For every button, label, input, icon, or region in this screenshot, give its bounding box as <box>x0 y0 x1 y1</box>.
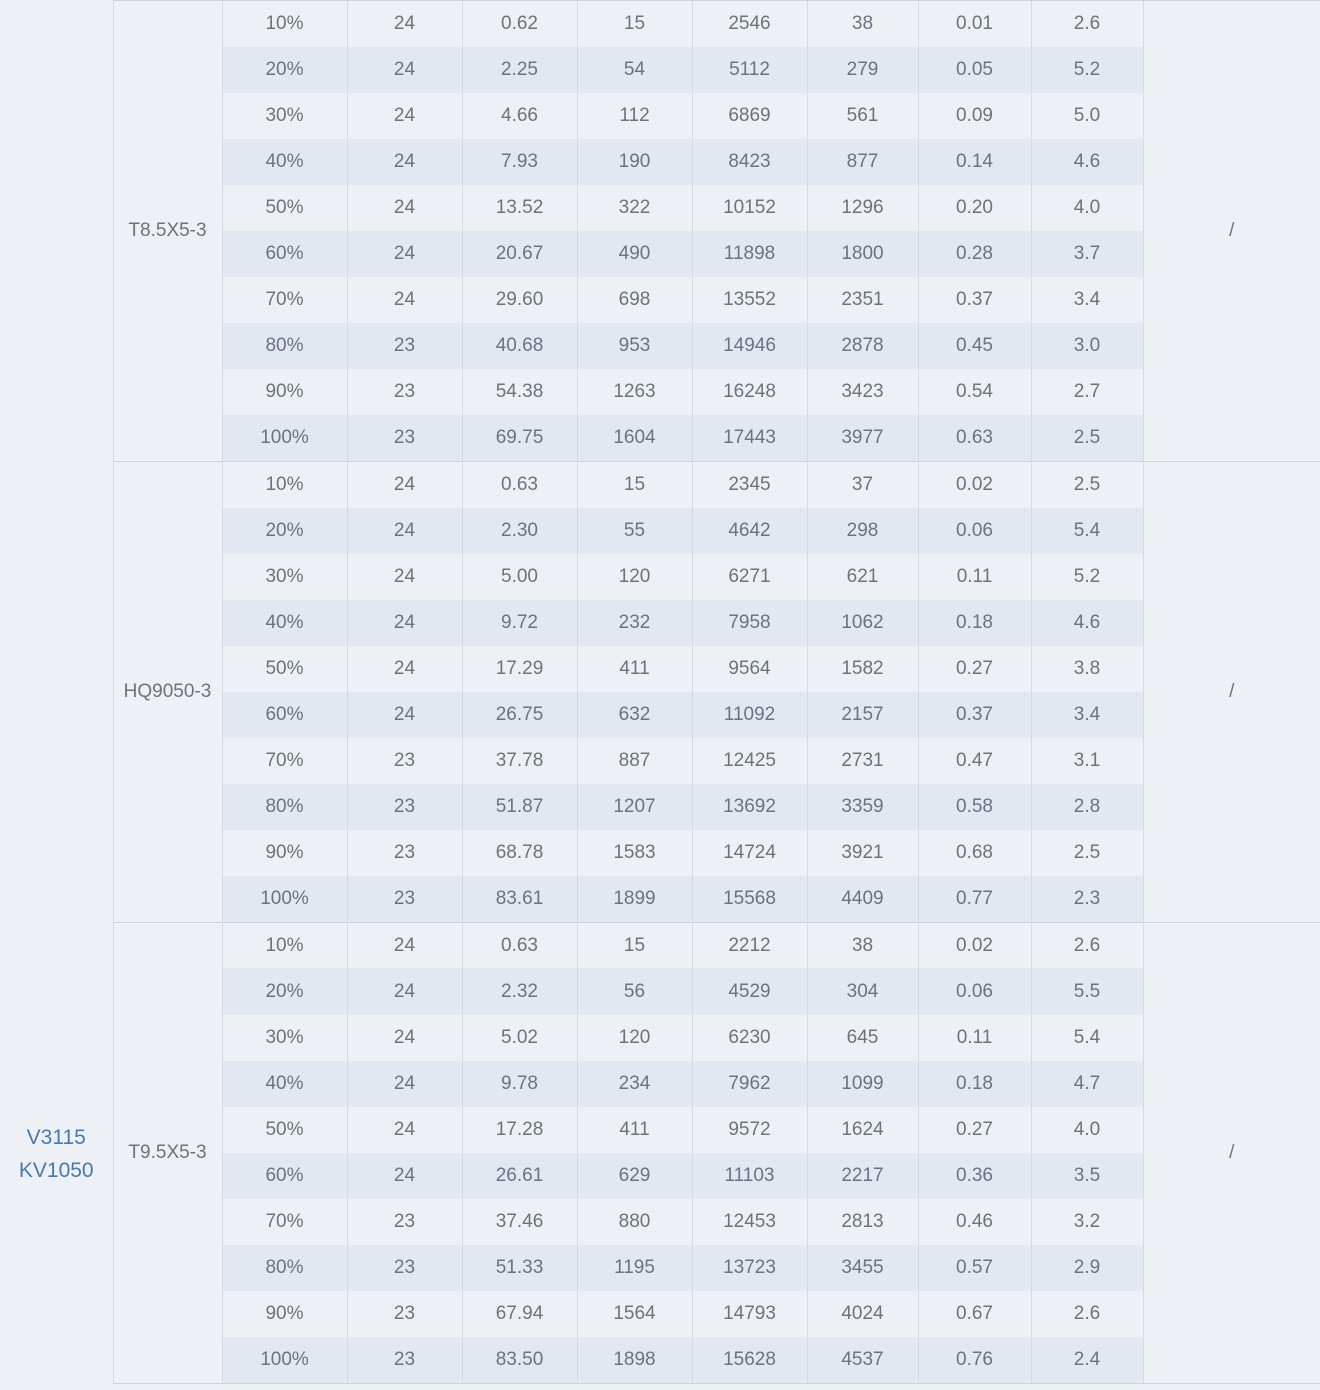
table-cell: 7.93 <box>462 139 577 185</box>
table-cell: 14946 <box>692 323 807 369</box>
table-cell: 5.5 <box>1031 968 1143 1014</box>
table-cell: 5.4 <box>1031 1015 1143 1061</box>
table-cell: 30% <box>222 554 347 600</box>
table-cell: 4024 <box>807 1291 918 1337</box>
table-cell: 24 <box>347 600 462 646</box>
table-cell: 0.77 <box>918 876 1031 922</box>
table-cell: 0.58 <box>918 784 1031 830</box>
table-cell: 100% <box>222 415 347 461</box>
table-cell: 0.36 <box>918 1153 1031 1199</box>
table-row <box>0 922 1320 968</box>
table-cell: 1800 <box>807 231 918 277</box>
table-cell: 4.0 <box>1031 1107 1143 1153</box>
table-cell: 56 <box>577 968 692 1014</box>
table-cell: 24 <box>347 185 462 231</box>
model-cell: T9.5X5-3 <box>113 922 222 1383</box>
table-cell: 9564 <box>692 646 807 692</box>
table-cell: 1624 <box>807 1107 918 1153</box>
table-cell: 83.50 <box>462 1337 577 1383</box>
table-cell: 10152 <box>692 185 807 231</box>
table-cell: 2731 <box>807 738 918 784</box>
table-cell: 4537 <box>807 1337 918 1383</box>
table-cell: 4.6 <box>1031 139 1143 185</box>
table-cell: 4409 <box>807 876 918 922</box>
table-cell: 120 <box>577 1015 692 1061</box>
table-cell: 629 <box>577 1153 692 1199</box>
table-cell: 9572 <box>692 1107 807 1153</box>
table-cell: 2.3 <box>1031 876 1143 922</box>
table-cell: 50% <box>222 646 347 692</box>
group-link-line2: KV1050 <box>18 1158 94 1182</box>
table-cell: 3921 <box>807 830 918 876</box>
table-cell: 0.18 <box>918 600 1031 646</box>
table-cell: 5112 <box>692 47 807 93</box>
table-cell: 7962 <box>692 1061 807 1107</box>
table-cell: 23 <box>347 323 462 369</box>
table-cell: 2.5 <box>1031 415 1143 461</box>
table-cell: 23 <box>347 1291 462 1337</box>
table-cell: 5.2 <box>1031 554 1143 600</box>
table-cell: 0.02 <box>918 461 1031 507</box>
table-cell: 322 <box>577 185 692 231</box>
table-cell: 60% <box>222 692 347 738</box>
table-cell: 4642 <box>692 508 807 554</box>
slash-cell: / <box>1143 1 1320 462</box>
table-cell: 54.38 <box>462 369 577 415</box>
table-cell: 3.4 <box>1031 692 1143 738</box>
table-cell: 4.0 <box>1031 185 1143 231</box>
table-cell: 561 <box>807 93 918 139</box>
table-cell: 90% <box>222 830 347 876</box>
table-cell: 2212 <box>692 922 807 968</box>
table-cell: 70% <box>222 1199 347 1245</box>
table-cell: 24 <box>347 646 462 692</box>
table-cell: 3.8 <box>1031 646 1143 692</box>
table-cell: 0.47 <box>918 738 1031 784</box>
table-cell: 3.1 <box>1031 738 1143 784</box>
table-cell: 2878 <box>807 323 918 369</box>
table-cell: 90% <box>222 369 347 415</box>
table-cell: 1582 <box>807 646 918 692</box>
table-cell: 23 <box>347 1245 462 1291</box>
table-cell: 38 <box>807 1 918 47</box>
table-cell: 0.05 <box>918 47 1031 93</box>
table-cell: 26.75 <box>462 692 577 738</box>
table-cell: 10% <box>222 922 347 968</box>
table-cell: 24 <box>347 554 462 600</box>
table-cell: 1898 <box>577 1337 692 1383</box>
table-cell: 3.2 <box>1031 1199 1143 1245</box>
table-cell: 0.68 <box>918 830 1031 876</box>
table-cell: 24 <box>347 1015 462 1061</box>
table-cell: 2.5 <box>1031 461 1143 507</box>
table-row <box>0 1 1320 47</box>
table-cell: 2217 <box>807 1153 918 1199</box>
table-cell: 83.61 <box>462 876 577 922</box>
table-cell: 0.14 <box>918 139 1031 185</box>
table-cell: 20% <box>222 968 347 1014</box>
table-cell: 37 <box>807 461 918 507</box>
table-cell: 60% <box>222 231 347 277</box>
table-cell: 7958 <box>692 600 807 646</box>
table-cell: 953 <box>577 323 692 369</box>
table-cell: 90% <box>222 1291 347 1337</box>
table-cell: 2813 <box>807 1199 918 1245</box>
table-cell: 8423 <box>692 139 807 185</box>
table-cell: 30% <box>222 93 347 139</box>
table-cell: 11092 <box>692 692 807 738</box>
table-row <box>0 461 1320 507</box>
table-cell: 24 <box>347 277 462 323</box>
table-cell: 24 <box>347 1061 462 1107</box>
table-cell: 1062 <box>807 600 918 646</box>
table-cell: 40% <box>222 600 347 646</box>
table-cell: 1263 <box>577 369 692 415</box>
table-cell: 51.87 <box>462 784 577 830</box>
table-cell: 887 <box>577 738 692 784</box>
table-cell: 3977 <box>807 415 918 461</box>
table-cell: 9.78 <box>462 1061 577 1107</box>
table-cell: 298 <box>807 508 918 554</box>
table-cell: 13723 <box>692 1245 807 1291</box>
table-cell: 24 <box>347 1107 462 1153</box>
table-cell: 1899 <box>577 876 692 922</box>
table-cell: 24 <box>347 231 462 277</box>
group-link[interactable] <box>0 1121 113 1187</box>
table-cell: 880 <box>577 1199 692 1245</box>
table-cell: 5.00 <box>462 554 577 600</box>
table-cell: 2.6 <box>1031 922 1143 968</box>
table-cell: 24 <box>347 968 462 1014</box>
table-cell: 0.11 <box>918 1015 1031 1061</box>
table-cell: 60% <box>222 1153 347 1199</box>
table-cell: 1099 <box>807 1061 918 1107</box>
table-cell: 20% <box>222 47 347 93</box>
table-cell: 80% <box>222 1245 347 1291</box>
table-cell: 279 <box>807 47 918 93</box>
table-cell: 2.6 <box>1031 1 1143 47</box>
table-cell: 23 <box>347 784 462 830</box>
table-cell: 1195 <box>577 1245 692 1291</box>
table-cell: 5.0 <box>1031 93 1143 139</box>
table-cell: 16248 <box>692 369 807 415</box>
table-cell: 112 <box>577 93 692 139</box>
table-cell: 304 <box>807 968 918 1014</box>
table-cell: 69.75 <box>462 415 577 461</box>
table-cell: 0.76 <box>918 1337 1031 1383</box>
table-cell: 0.27 <box>918 1107 1031 1153</box>
table-cell: 40% <box>222 139 347 185</box>
table-cell: 0.11 <box>918 554 1031 600</box>
table-cell: 0.37 <box>918 277 1031 323</box>
table-cell: 17443 <box>692 415 807 461</box>
table-cell: 0.62 <box>462 1 577 47</box>
table-cell: 2351 <box>807 277 918 323</box>
table-cell: 24 <box>347 93 462 139</box>
table-cell: 0.20 <box>918 185 1031 231</box>
table-cell: 0.06 <box>918 508 1031 554</box>
table-cell: 24 <box>347 508 462 554</box>
table-cell: 13692 <box>692 784 807 830</box>
table-cell: 2.8 <box>1031 784 1143 830</box>
table-cell: 2.30 <box>462 508 577 554</box>
table-cell: 23 <box>347 1199 462 1245</box>
table-cell: 23 <box>347 830 462 876</box>
table-cell: 3.0 <box>1031 323 1143 369</box>
table-cell: 0.02 <box>918 922 1031 968</box>
table-cell: 24 <box>347 461 462 507</box>
table-cell: 13.52 <box>462 185 577 231</box>
table-cell: 232 <box>577 600 692 646</box>
table-cell: 24 <box>347 692 462 738</box>
table-cell: 15568 <box>692 876 807 922</box>
table-cell: 3455 <box>807 1245 918 1291</box>
group-cell <box>0 1 113 1384</box>
table-cell: 3423 <box>807 369 918 415</box>
table-cell: 3.4 <box>1031 277 1143 323</box>
table-cell: 2345 <box>692 461 807 507</box>
table-cell: 100% <box>222 876 347 922</box>
table-cell: 698 <box>577 277 692 323</box>
slash-cell: / <box>1143 922 1320 1383</box>
table-cell: 12453 <box>692 1199 807 1245</box>
table-cell: 234 <box>577 1061 692 1107</box>
table-cell: 0.63 <box>918 415 1031 461</box>
table-cell: 30% <box>222 1015 347 1061</box>
table-cell: 1583 <box>577 830 692 876</box>
table-cell: 68.78 <box>462 830 577 876</box>
table-cell: 0.57 <box>918 1245 1031 1291</box>
table-cell: 29.60 <box>462 277 577 323</box>
table-cell: 4.7 <box>1031 1061 1143 1107</box>
model-cell: HQ9050-3 <box>113 461 222 922</box>
table-cell: 2157 <box>807 692 918 738</box>
table-cell: 13552 <box>692 277 807 323</box>
table-cell: 55 <box>577 508 692 554</box>
table-cell: 6869 <box>692 93 807 139</box>
table-cell: 11898 <box>692 231 807 277</box>
table-cell: 15628 <box>692 1337 807 1383</box>
table-cell: 411 <box>577 646 692 692</box>
table-cell: 190 <box>577 139 692 185</box>
table-cell: 67.94 <box>462 1291 577 1337</box>
table-cell: 4.66 <box>462 93 577 139</box>
table-cell: 2.4 <box>1031 1337 1143 1383</box>
table-cell: 0.45 <box>918 323 1031 369</box>
table-cell: 12425 <box>692 738 807 784</box>
table-cell: 0.63 <box>462 461 577 507</box>
table-cell: 24 <box>347 1 462 47</box>
table-cell: 5.4 <box>1031 508 1143 554</box>
table-cell: 5.2 <box>1031 47 1143 93</box>
table-cell: 6230 <box>692 1015 807 1061</box>
table-cell: 0.37 <box>918 692 1031 738</box>
table-cell: 23 <box>347 738 462 784</box>
table-cell: 2.7 <box>1031 369 1143 415</box>
table-cell: 54 <box>577 47 692 93</box>
table-cell: 80% <box>222 323 347 369</box>
table-cell: 26.61 <box>462 1153 577 1199</box>
table-cell: 23 <box>347 369 462 415</box>
table-cell: 2.9 <box>1031 1245 1143 1291</box>
table-cell: 20% <box>222 508 347 554</box>
table-cell: 0.01 <box>918 1 1031 47</box>
table-cell: 877 <box>807 139 918 185</box>
table-cell: 1604 <box>577 415 692 461</box>
table-cell: 0.27 <box>918 646 1031 692</box>
table-cell: 4529 <box>692 968 807 1014</box>
table-cell: 37.78 <box>462 738 577 784</box>
table-cell: 490 <box>577 231 692 277</box>
table-cell: 0.28 <box>918 231 1031 277</box>
table-cell: 621 <box>807 554 918 600</box>
table-cell: 15 <box>577 461 692 507</box>
table-cell: 40% <box>222 1061 347 1107</box>
group-link-line1: V3115 <box>26 1125 86 1149</box>
table-cell: 0.06 <box>918 968 1031 1014</box>
table-cell: 100% <box>222 1337 347 1383</box>
table-cell: 645 <box>807 1015 918 1061</box>
table-cell: 24 <box>347 1153 462 1199</box>
table-cell: 5.02 <box>462 1015 577 1061</box>
table-cell: 3.7 <box>1031 231 1143 277</box>
table-cell: 15 <box>577 1 692 47</box>
table-cell: 632 <box>577 692 692 738</box>
table-cell: 411 <box>577 1107 692 1153</box>
table-cell: 23 <box>347 1337 462 1383</box>
table-cell: 0.09 <box>918 93 1031 139</box>
table-cell: 51.33 <box>462 1245 577 1291</box>
table-cell: 1296 <box>807 185 918 231</box>
table-cell: 70% <box>222 277 347 323</box>
table-cell: 24 <box>347 922 462 968</box>
table-cell: 3.5 <box>1031 1153 1143 1199</box>
table-cell: 0.46 <box>918 1199 1031 1245</box>
table-cell: 10% <box>222 1 347 47</box>
table-cell: 17.28 <box>462 1107 577 1153</box>
table-cell: 38 <box>807 922 918 968</box>
table-cell: 23 <box>347 876 462 922</box>
table-cell: 1207 <box>577 784 692 830</box>
table-cell: 6271 <box>692 554 807 600</box>
table-cell: 0.18 <box>918 1061 1031 1107</box>
table-cell: 15 <box>577 922 692 968</box>
table-cell: 23 <box>347 415 462 461</box>
table-cell: 20.67 <box>462 231 577 277</box>
table-cell: 37.46 <box>462 1199 577 1245</box>
table-cell: 9.72 <box>462 600 577 646</box>
table-cell: 120 <box>577 554 692 600</box>
table-cell: 0.63 <box>462 922 577 968</box>
table-cell: 40.68 <box>462 323 577 369</box>
spec-table-body <box>0 1 1320 1384</box>
table-cell: 3359 <box>807 784 918 830</box>
model-cell: T8.5X5-3 <box>113 1 222 462</box>
table-cell: 2.6 <box>1031 1291 1143 1337</box>
table-cell: 70% <box>222 738 347 784</box>
table-cell: 14793 <box>692 1291 807 1337</box>
table-cell: 10% <box>222 461 347 507</box>
table-cell: 11103 <box>692 1153 807 1199</box>
table-cell: 4.6 <box>1031 600 1143 646</box>
table-cell: 24 <box>347 139 462 185</box>
table-cell: 50% <box>222 185 347 231</box>
table-cell: 2.5 <box>1031 830 1143 876</box>
table-cell: 2546 <box>692 1 807 47</box>
slash-cell: / <box>1143 461 1320 922</box>
table-cell: 0.54 <box>918 369 1031 415</box>
table-cell: 14724 <box>692 830 807 876</box>
table-cell: 80% <box>222 784 347 830</box>
table-cell: 0.67 <box>918 1291 1031 1337</box>
table-cell: 17.29 <box>462 646 577 692</box>
table-cell: 2.32 <box>462 968 577 1014</box>
table-cell: 50% <box>222 1107 347 1153</box>
table-cell: 1564 <box>577 1291 692 1337</box>
table-cell: 24 <box>347 47 462 93</box>
table-cell: 2.25 <box>462 47 577 93</box>
